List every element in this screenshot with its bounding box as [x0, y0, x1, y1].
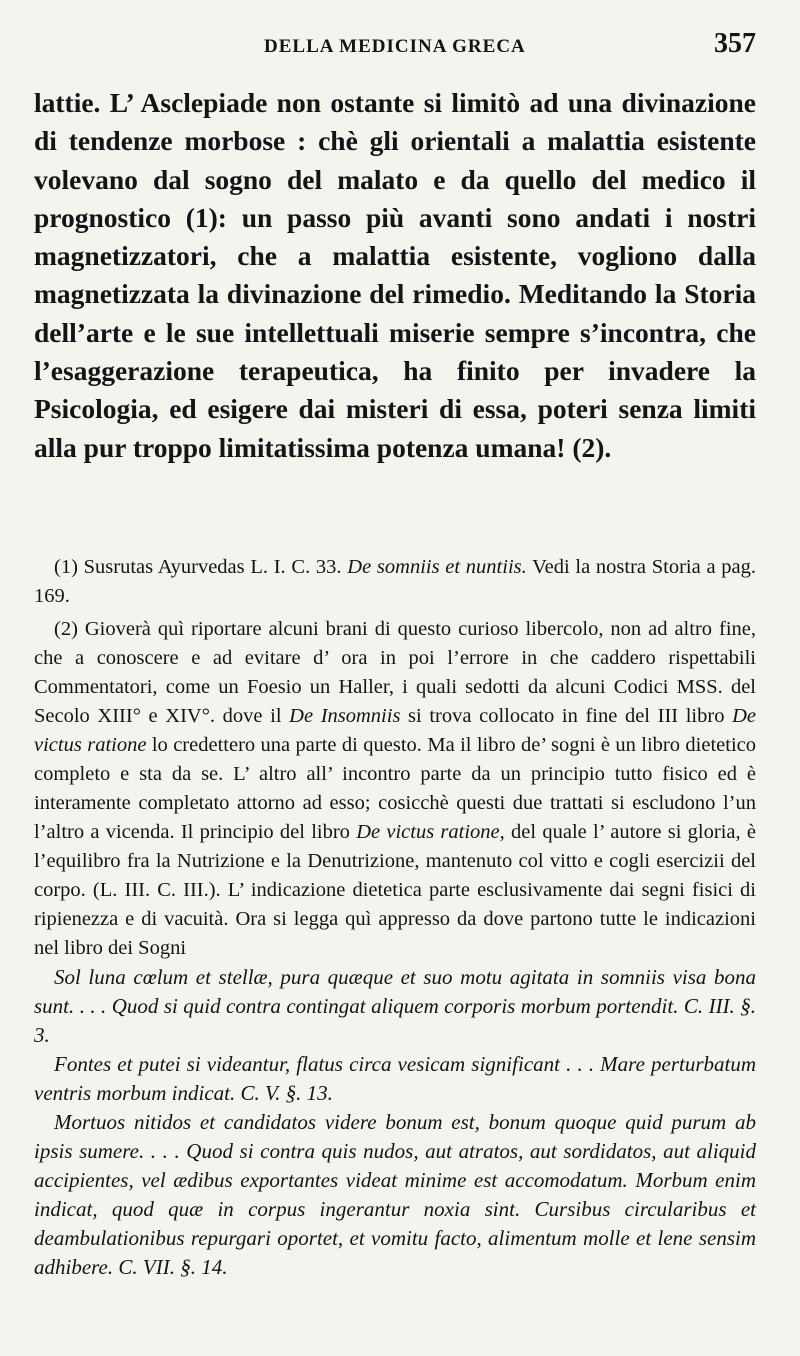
footnote-1-reference: Vedi la nostra Storia a pag. 169. — [34, 555, 756, 607]
footnote-2-title: De victus ratione — [34, 704, 756, 756]
footnote-1-title: De somniis et nuntiis. — [347, 555, 527, 578]
footnote-1 — [34, 553, 756, 611]
footnote-1-text: (1) Susrutas Ayurvedas L. I. C. 33. — [54, 555, 348, 578]
latin-quote-1: Sol luna cœlum et stellæ, pura quæque et suo motu agitata in somniis visa bona sunt. . . . Quod si quid contra contingat aliquem corporis morbum portendit. C. III. §. 3. — [34, 964, 756, 1047]
running-head — [34, 28, 756, 84]
footnote-2-text: (2) Gioverà quì riportare alcuni brani di questo curioso libercolo, non ad altro fine, che a conoscere e ad evitare d’ ora in poi l’errore in che caddero rispettabili Commentatori, come un Foesio un Haller, i quali sedotti da alcuni Codici MSS. del Secolo XIII° e XIV°. dove il — [34, 617, 756, 727]
footnote-2-title: De Insomniis — [289, 704, 401, 727]
latin-quote-2: Fontes et putei si videantur, flatus circa vesicam significant . . . Mare perturbatum ventris morbum indicat. C. V. §. 13. — [34, 1051, 756, 1105]
footnote-2-text: , del quale l’ autore si gloria, è l’equilibro fra la Nutrizione e la Denutrizione, mantenuto col vitto e cogli esercizii del corpo. (L. III. C. III.). L’ indicazione dietetica parte esclusivamente dai segni fisici di ripienezza e di vacuità. Ora si legga quì appresso da dove partono tutte le indicazioni nel libro dei Sogni — [34, 820, 756, 959]
latin-quote-3: Mortuos nitidos et candidatos videre bonum est, bonum quoque quid purum ab ipsis sumere. . . . Quod si contra quis nudos, aut atratos, aut sordidatos, aut aliquid accipientes, vel ædibus exportantes videat minime est accomodatum. Morbum enim indicat, quod quæ in corpus ingerantur noxia sint. Cursibus circularibus et deambulationibus repurgari oportet, et vomitu facto, alimentum molle et lene sensim adhibere. C. VII. §. 14. — [34, 1109, 756, 1279]
footnote-2-text: si trova collocato in fine del III libro — [400, 704, 733, 727]
main-paragraph: lattie. L’ Asclepiade non ostante si limitò ad una divinazione di tendenze morbose : chè gli orientali a malattia esistente volevano dal sogno del malato e da quello del medico il prognostico (1): un passo più avanti sono andati i nostri magnetizzatori, che a malattia esistente, vogliono dalla magnetizzata la divinazione del rimedio. Meditando la Storia dell’arte e le sue intellettuali miserie sempre s’incontra, che l’esaggerazione terapeutica, ha finito per invadere la Psicologia, ed esigere dai misteri di essa, poteri senza limiti alla pur troppo limitatissima potenza umana! (2). — [34, 87, 756, 463]
running-title: DELLA MEDICINA GRECA — [264, 36, 526, 57]
footnote-2 — [34, 615, 756, 963]
footnote-2-title: De victus ratione — [356, 820, 500, 843]
footnote-2-text: lo credettero una parte di questo. Ma il libro de’ sogni è un libro dietetico completo e sta da se. L’ altro all’ incontro parte da un principio tutto fisico ed è interamente completato attorno ad esso; cosicchè questi due trattati si escludono l’un l’altro a vicenda. Il principio del libro — [34, 733, 756, 843]
footnote-gap — [34, 467, 756, 553]
page-number: 357 — [714, 28, 756, 59]
